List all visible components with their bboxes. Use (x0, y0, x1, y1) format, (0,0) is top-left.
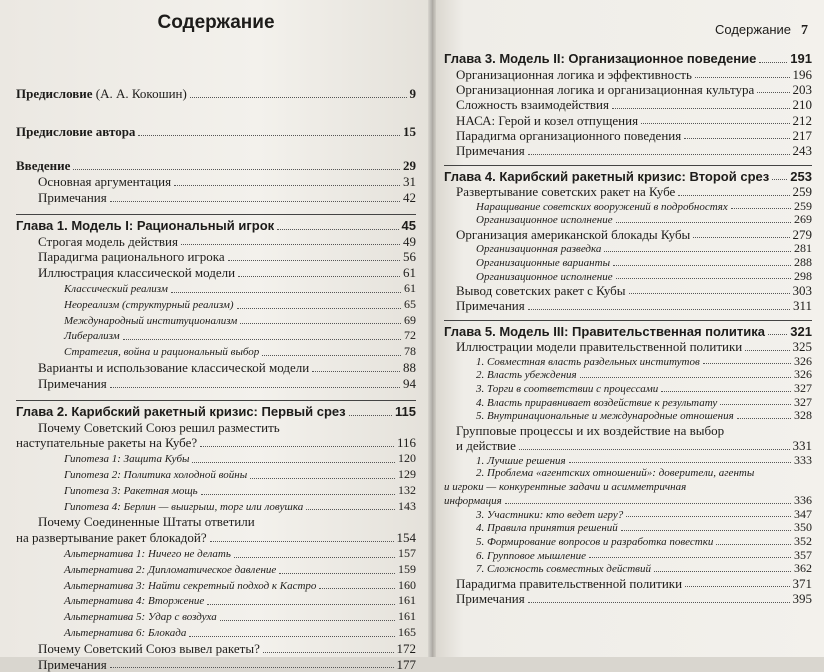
leader-dots (138, 134, 400, 136)
leader-dots (200, 445, 394, 447)
toc-entry-page: 303 (792, 283, 812, 299)
toc-entry (16, 593, 416, 609)
toc-entry-title: и действие (456, 438, 516, 454)
toc-entry (444, 535, 812, 549)
toc-entry (444, 339, 812, 354)
toc-entry (444, 396, 812, 410)
toc-heading: Содержание (157, 12, 275, 33)
leader-dots (716, 543, 791, 545)
toc-entry (444, 591, 812, 606)
toc-entry-page: 160 (398, 577, 416, 592)
toc-entry (444, 82, 812, 97)
toc-entry (16, 562, 416, 578)
toc-entry-page: 328 (794, 408, 812, 423)
leader-dots (757, 91, 789, 93)
toc-entry-page: 161 (398, 593, 416, 608)
leader-dots (589, 556, 791, 558)
toc-entry-title: Примечания (456, 591, 525, 607)
toc-entry-page: 325 (792, 339, 812, 355)
leader-dots (190, 96, 407, 98)
toc-entry-title: Либерализм (64, 330, 120, 343)
toc-entry-title: Почему Соединенные Штаты ответили (38, 514, 255, 530)
leader-dots (228, 259, 400, 261)
toc-entry-title: Примечания (456, 143, 525, 159)
toc-entry (16, 313, 416, 329)
leader-dots (528, 153, 790, 155)
toc-entry (444, 213, 812, 227)
toc-entry-page: 45 (401, 217, 416, 233)
toc-entry (16, 499, 416, 515)
leader-dots (685, 585, 789, 587)
toc-entry-page: 259 (792, 184, 812, 200)
toc-entry (444, 143, 812, 158)
toc-entry-page: 157 (398, 545, 416, 560)
toc-entry-page: 31 (403, 174, 416, 189)
toc-entry-title: Глава 3. Модель II: Организационное поведение (444, 51, 757, 66)
leader-dots (768, 333, 787, 335)
leader-dots (73, 168, 400, 170)
toc-entry (444, 113, 812, 128)
toc-entry-title: Организационные варианты (476, 256, 611, 269)
toc-entry-title: Глава 4. Карибский ракетный кризис: Второй срез (444, 168, 770, 184)
toc-entry-page: 288 (794, 254, 812, 269)
toc-entry (444, 576, 812, 591)
toc-entry-title: Альтернатива 3: Найти секретный подход к Кастро (64, 579, 317, 592)
toc-entry-title: Глава 1. Модель I: Рациональный игрок (16, 217, 275, 233)
toc-entry-title: Парадигма правительственной политики (456, 575, 683, 591)
toc-entry (444, 562, 812, 576)
leader-dots (759, 61, 787, 63)
toc-entry-page: 143 (398, 498, 416, 513)
leader-dots (695, 76, 790, 78)
leader-dots (641, 122, 789, 124)
toc-entry-title: 4. Правила принятия решений (476, 522, 618, 535)
toc-entry (16, 578, 416, 594)
toc-entry-title: Неореализм (структурный реализм) (64, 298, 234, 311)
toc-entry-page: 154 (396, 530, 416, 546)
toc-entry (16, 297, 416, 313)
toc-entry-title: Альтернатива 4: Вторжение (64, 595, 205, 608)
toc-entry-title: Примечания (38, 189, 107, 205)
toc-entry (16, 467, 416, 483)
leader-dots (234, 556, 395, 558)
leader-dots (250, 477, 395, 479)
toc-entry-title: НАСА: Герой и козел отпущения (456, 112, 639, 128)
toc-entry (16, 158, 416, 174)
leader-dots (731, 207, 791, 209)
toc-entry-page: 177 (396, 656, 416, 672)
leader-dots (737, 417, 791, 419)
leader-dots (613, 264, 791, 266)
toc-entry-title: Основная аргументация (38, 174, 172, 189)
toc-entry (16, 435, 416, 451)
toc-entry-page: 42 (403, 189, 416, 205)
toc-entry-page: 88 (403, 359, 416, 375)
toc-entry-title: 5. Внутринациональные и международные отношения (476, 410, 734, 423)
toc-entry-page: 352 (794, 534, 812, 549)
toc-entry (16, 360, 416, 376)
toc-entry-title: 5. Формирование вопросов и разработка повестки (476, 536, 714, 549)
toc-entry-title: Иллюстрация классической модели (38, 265, 236, 281)
toc-entry (16, 546, 416, 562)
toc-entry-title: Варианты и использование классической модели (38, 359, 310, 375)
running-head (715, 22, 808, 39)
toc-entry (16, 376, 416, 392)
toc-entry-page: 15 (403, 124, 416, 139)
toc-entry-page: 371 (792, 575, 812, 591)
toc-entry-page: 350 (794, 520, 812, 535)
toc-entry (444, 270, 812, 284)
right-page (432, 0, 824, 657)
toc-list-left (16, 86, 416, 672)
toc-entry (16, 174, 416, 190)
leader-dots (210, 540, 394, 542)
toc-entry-title: Гипотеза 3: Ракетная мощь (64, 484, 198, 497)
toc-entry (16, 328, 416, 344)
toc-entry-page: 279 (792, 226, 812, 242)
leader-dots (616, 277, 791, 279)
leader-dots (604, 250, 791, 252)
toc-entry (16, 609, 416, 625)
toc-entry-page: 191 (790, 51, 812, 66)
leader-dots (189, 635, 395, 637)
toc-entry-page: 269 (794, 212, 812, 227)
toc-entry (444, 200, 812, 214)
toc-entry (444, 481, 812, 495)
toc-entry (444, 521, 812, 535)
toc-entry (16, 249, 416, 265)
leader-dots (528, 601, 790, 603)
leader-dots (519, 448, 790, 450)
toc-entry-title: 1. Совместная власть раздельных институтов (476, 355, 700, 368)
leader-dots (569, 461, 791, 463)
leader-dots (279, 572, 395, 574)
leader-dots (171, 291, 401, 293)
toc-entry-page: 212 (792, 112, 812, 128)
toc-entry (16, 400, 416, 420)
toc-entry-page: 210 (792, 97, 812, 113)
leader-dots (703, 362, 791, 364)
running-head-title: Содержание (715, 22, 791, 37)
leader-dots (263, 651, 394, 653)
leader-dots (181, 243, 400, 245)
toc-entry (444, 165, 812, 185)
toc-list-right (444, 51, 812, 607)
leader-dots (684, 137, 789, 139)
toc-entry-title: Организационное исполнение (476, 270, 613, 283)
toc-entry-page: 326 (794, 367, 812, 382)
toc-entry-title: Почему Советский Союз решил разместить (38, 419, 280, 435)
toc-entry-title: 2. Власть убеждения (476, 369, 577, 382)
toc-entry-title: Наращивание советских вооружений в подробностях (476, 200, 728, 213)
toc-entry-title: 1. Лучшие решения (476, 454, 566, 467)
leader-dots (505, 502, 791, 504)
toc-entry-page: 298 (794, 268, 812, 283)
toc-entry-title: Альтернатива 5: Удар с воздуха (64, 611, 217, 624)
toc-entry-page: 120 (398, 451, 416, 466)
toc-entry-page: 49 (403, 233, 416, 249)
toc-entry (444, 549, 812, 563)
toc-entry (444, 423, 812, 438)
toc-entry-title: Гипотеза 4: Берлин — выигрыш, торг или ловушка (64, 500, 304, 513)
toc-entry-title: Альтернатива 6: Блокада (64, 626, 187, 639)
toc-entry-title: Гипотеза 2: Политика холодной войны (64, 468, 248, 481)
toc-entry-title: 3. Участники: кто ведет игру? (476, 508, 624, 521)
toc-entry-page: 159 (398, 561, 416, 576)
toc-entry (16, 86, 416, 102)
toc-entry (444, 494, 812, 508)
leader-dots (612, 107, 790, 109)
toc-entry (444, 454, 812, 468)
toc-entry-page: 94 (403, 375, 416, 391)
leader-dots (693, 236, 789, 238)
toc-entry-page: 357 (794, 547, 812, 562)
toc-entry-page: 333 (794, 452, 812, 467)
leader-dots (661, 390, 791, 392)
toc-entry-title (16, 86, 187, 102)
leader-dots (240, 322, 401, 324)
leader-dots (772, 178, 787, 180)
leader-dots (174, 184, 400, 186)
leader-dots (745, 349, 789, 351)
toc-entry (444, 227, 812, 242)
toc-entry (444, 467, 812, 481)
toc-entry (444, 283, 812, 298)
toc-entry-page: 165 (398, 624, 416, 639)
toc-entry-page: 362 (794, 561, 812, 576)
leader-dots (262, 354, 401, 356)
toc-entry-title-bold: Предисловие (16, 86, 96, 101)
toc-entry-page: 115 (395, 403, 416, 419)
toc-entry (16, 625, 416, 641)
toc-entry-title: 3. Торги в соответствии с процессами (476, 382, 659, 395)
toc-entry-page: 72 (404, 328, 416, 343)
toc-entry (444, 97, 812, 112)
toc-entry (16, 214, 416, 234)
toc-entry-title: Примечания (456, 298, 525, 314)
leader-dots (237, 307, 401, 309)
leader-dots (110, 666, 394, 668)
leader-dots (110, 386, 400, 388)
toc-entry-page: 196 (792, 66, 812, 82)
toc-entry-title-rest: (А. А. Кокошин) (95, 86, 187, 101)
toc-entry-title: Альтернатива 1: Ничего не делать (64, 547, 231, 560)
leader-dots (349, 414, 392, 416)
toc-entry-title: Групповые процессы и их воздействие на выбор (456, 422, 725, 438)
leader-dots (720, 403, 791, 405)
toc-entry-title: Парадигма рационального игрока (38, 249, 225, 265)
toc-entry-title: Международный институционализм (64, 314, 238, 327)
toc-entry-title: Стратегия, война и рациональный выбор (64, 346, 260, 359)
leader-dots (312, 370, 400, 372)
toc-entry (16, 641, 416, 657)
toc-entry-page: 56 (403, 249, 416, 265)
leader-dots (238, 275, 400, 277)
toc-entry-page: 395 (792, 591, 812, 607)
toc-entry (16, 657, 416, 672)
toc-entry-page: 203 (792, 81, 812, 97)
toc-entry-title: Почему Советский Союз вывел ракеты? (38, 640, 260, 656)
toc-entry (444, 67, 812, 82)
toc-entry (16, 124, 416, 140)
toc-entry (16, 530, 416, 546)
leader-dots (207, 603, 395, 605)
toc-entry-page: 129 (398, 466, 416, 481)
toc-entry (444, 409, 812, 423)
toc-entry-page: 311 (792, 298, 812, 314)
toc-entry (16, 234, 416, 250)
toc-entry (444, 298, 812, 313)
leader-dots (123, 338, 401, 340)
toc-entry (16, 483, 416, 499)
leader-dots (654, 570, 791, 572)
toc-entry (444, 508, 812, 522)
leader-dots (277, 228, 398, 230)
toc-entry-title: Альтернатива 2: Дипломатическое давление (64, 563, 277, 576)
book-gutter (428, 0, 436, 657)
toc-entry-title: Иллюстрации модели правительственной политики (456, 339, 743, 355)
toc-entry (444, 368, 812, 382)
toc-entry-page: 321 (790, 323, 812, 339)
leader-dots (626, 515, 791, 517)
toc-entry-page: 217 (792, 128, 812, 144)
toc-entry-page: 161 (398, 609, 416, 624)
toc-entry-page: 9 (409, 86, 416, 101)
leader-dots (192, 461, 395, 463)
toc-entry-title: Парадигма организационного поведения (456, 128, 682, 144)
toc-entry-title: Глава 2. Карибский ракетный кризис: Первый срез (16, 403, 346, 419)
toc-entry-title: Строгая модель действия (38, 233, 178, 249)
toc-entry-title: и игроки — конкурентные задачи и асимметричная (444, 480, 687, 493)
toc-entry-title: Предисловие автора (16, 124, 136, 139)
toc-entry-title: Классический реализм (64, 282, 168, 295)
toc-entry (444, 320, 812, 340)
toc-entry-page: 327 (794, 380, 812, 395)
toc-entry-page: 259 (794, 198, 812, 213)
leader-dots (319, 587, 395, 589)
toc-entry-title: Развертывание советских ракет на Кубе (456, 184, 676, 200)
toc-entry-title: Примечания (38, 656, 107, 672)
toc-entry (444, 128, 812, 143)
toc-entry-page: 69 (404, 312, 416, 327)
toc-entry (16, 420, 416, 436)
leader-dots (580, 376, 791, 378)
toc-entry (444, 242, 812, 256)
toc-entry-title: 4. Власть приравнивает воздействие к результату (476, 396, 718, 409)
toc-entry-title: 6. Групповое мышление (476, 549, 587, 562)
leader-dots (616, 221, 791, 223)
toc-entry (16, 265, 416, 281)
toc-entry-page: 132 (398, 482, 416, 497)
toc-entry-title: на развертывание ракет блокадой? (16, 530, 207, 546)
toc-entry (444, 355, 812, 369)
toc-entry-page: 281 (794, 241, 812, 256)
toc-entry (16, 281, 416, 297)
toc-entry-page: 336 (794, 493, 812, 508)
toc-entry (16, 514, 416, 530)
toc-entry-title: Вывод советских ракет с Кубы (456, 283, 626, 299)
toc-entry-title: Организационная логика и организационная культура (456, 81, 755, 97)
toc-entry-page: 326 (794, 353, 812, 368)
toc-entry-title: информация (444, 495, 502, 508)
leader-dots (220, 619, 395, 621)
toc-entry-page: 172 (396, 640, 416, 656)
toc-entry-title: 2. Проблема «агентских отношений»: доверители, агенты (476, 467, 755, 480)
toc-entry-title: Организационная разведка (476, 243, 602, 256)
page-number: 7 (801, 23, 808, 38)
toc-entry-page: 243 (792, 143, 812, 159)
toc-entry (444, 438, 812, 453)
leader-dots (678, 194, 789, 196)
toc-entry (16, 344, 416, 360)
toc-entry-page: 29 (403, 158, 416, 173)
toc-entry-page: 61 (404, 280, 416, 295)
toc-entry-title: Введение (16, 158, 71, 173)
leader-dots (621, 529, 791, 531)
toc-entry-title: Глава 5. Модель III: Правительственная политика (444, 323, 765, 339)
toc-entry (444, 256, 812, 270)
toc-entry-title: наступательные ракеты на Кубе? (16, 435, 198, 451)
toc-entry-page: 61 (403, 265, 416, 281)
toc-entry-page: 327 (794, 394, 812, 409)
leader-dots (110, 200, 400, 202)
toc-entry (16, 451, 416, 467)
leader-dots (306, 508, 395, 510)
toc-entry-page: 253 (790, 168, 812, 184)
toc-entry (444, 382, 812, 396)
leader-dots (201, 493, 395, 495)
toc-entry-title: 7. Сложность совместных действий (476, 563, 651, 576)
toc-entry-title: Организация американской блокады Кубы (456, 226, 691, 242)
toc-entry-page: 116 (396, 435, 416, 451)
toc-entry-title: Организационное исполнение (476, 214, 613, 227)
toc-entry-page: 347 (794, 506, 812, 521)
toc-entry-page: 65 (404, 296, 416, 311)
toc-entry (444, 51, 812, 67)
toc-entry (16, 190, 416, 206)
toc-entry-title: Примечания (38, 375, 107, 391)
leader-dots (629, 292, 790, 294)
toc-entry-title: Организационная логика и эффективность (456, 66, 692, 82)
toc-entry (444, 184, 812, 199)
leader-dots (528, 308, 790, 310)
toc-entry-page: 331 (792, 438, 812, 454)
toc-entry-page: 78 (404, 344, 416, 359)
toc-entry-title: Гипотеза 1: Защита Кубы (64, 453, 190, 466)
toc-entry-title: Сложность взаимодействия (456, 97, 609, 113)
